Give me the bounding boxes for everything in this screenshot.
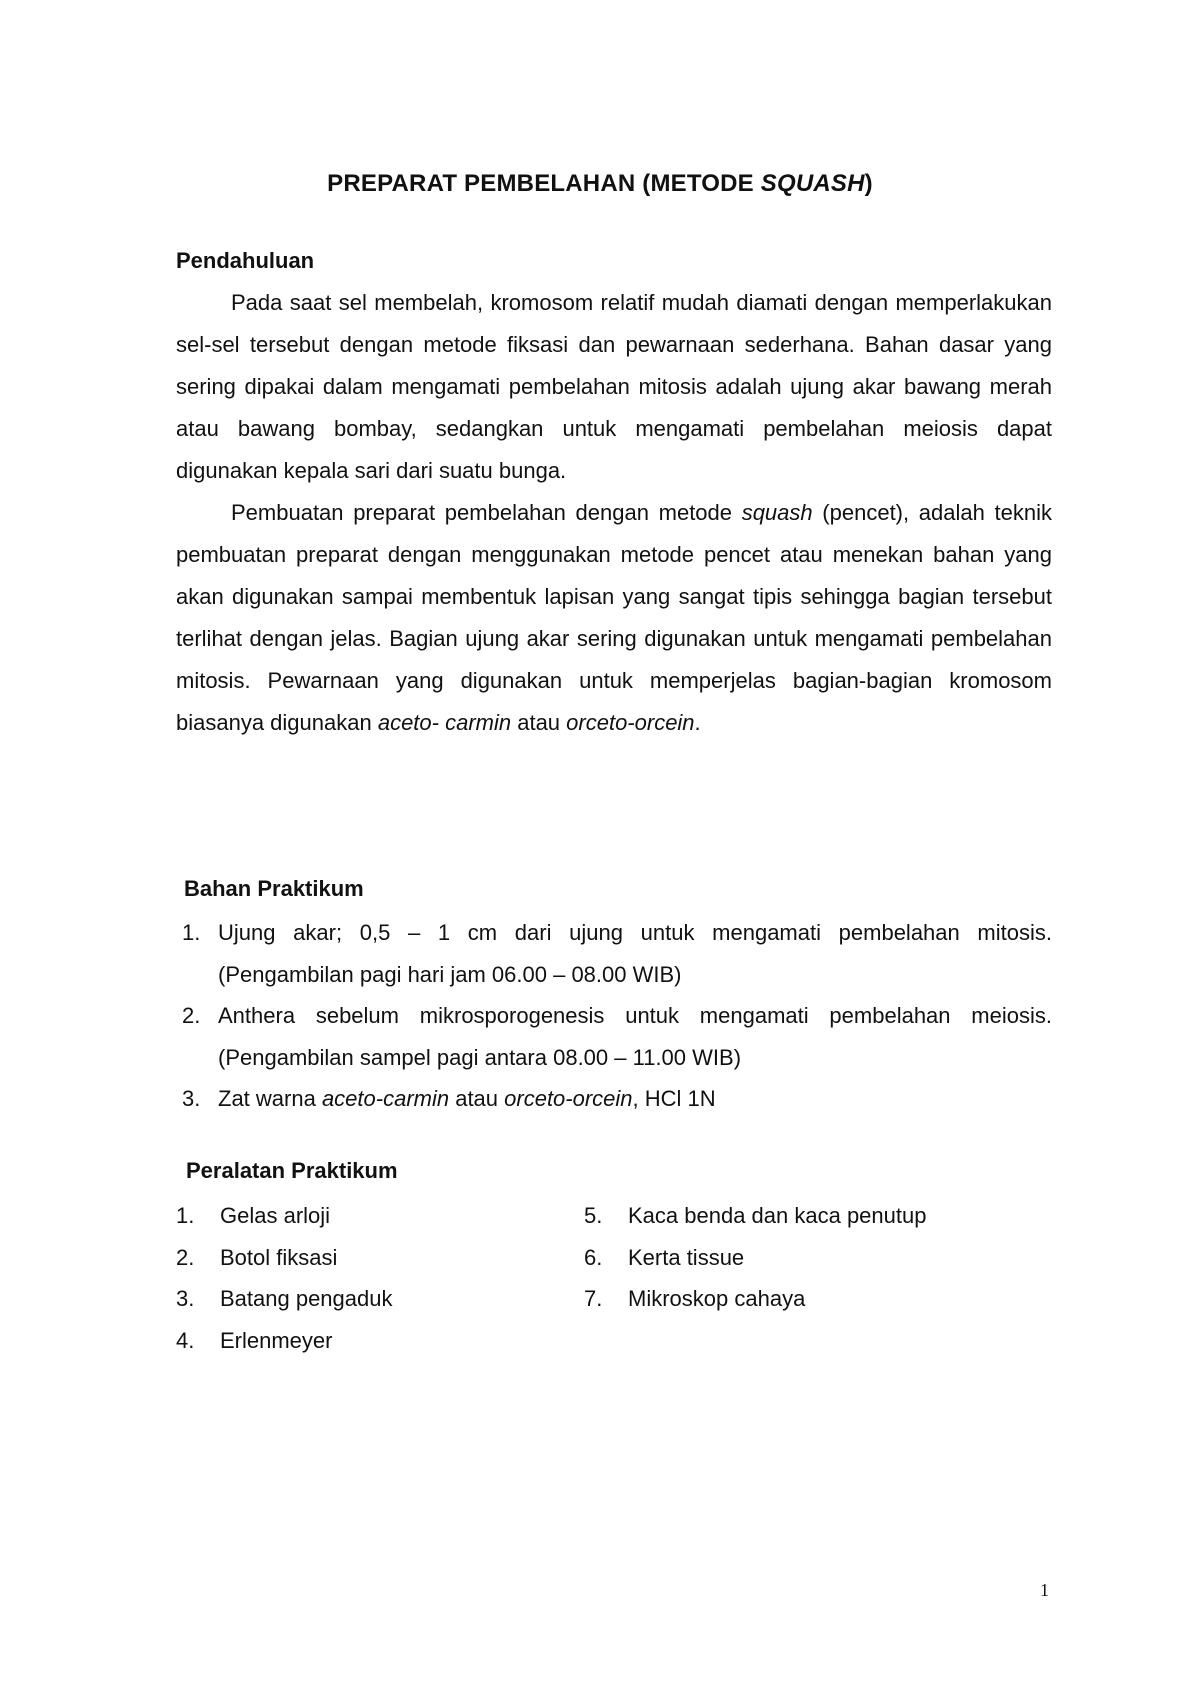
page-number: 1 [1040, 1580, 1049, 1600]
list-item: 2. Anthera sebelum mikrosporogenesis untuk mengamati pembelahan meiosis. (Pengambilan sampel pagi antara 08.00 – 11.00 WIB) [182, 1003, 1052, 1070]
intro-section [176, 282, 1052, 744]
bahan-list [176, 912, 1052, 1120]
list-item: 6. Kerta tissue [584, 1244, 745, 1270]
list-item: 3. Batang pengaduk [176, 1286, 393, 1311]
peralatan-list-right [584, 1195, 926, 1320]
peralatan-heading: Peralatan Praktikum [186, 1158, 398, 1183]
peralatan-list-left [176, 1195, 393, 1361]
list-item: 1. Gelas arloji [176, 1203, 331, 1228]
list-item: 5. Kaca benda dan kaca penutup [584, 1203, 927, 1228]
intro-paragraph-2: Pembuatan preparat pembelahan dengan metode squash (pencet), adalah teknik pembuatan preparat dengan menggunakan metode pencet atau menekan bahan yang akan digunakan sampai membentuk lapisan yang sangat tipis sehingga bagian tersebut terlihat dengan jelas. Bagian ujung akar sering digunakan untuk mengamati pembelahan mitosis. Pewarnaan yang digunakan untuk memperjelas bagian-bagian kromosom biasanya digunakan aceto- carmin atau orceto-orcein. [176, 500, 1052, 735]
page-title: PREPARAT PEMBELAHAN (METODE SQUASH) [327, 170, 873, 197]
bahan-heading: Bahan Praktikum [184, 876, 364, 901]
title-italic: SQUASH [760, 170, 865, 197]
list-item: 7. Mikroskop cahaya [584, 1286, 806, 1311]
list-item: 4. Erlenmeyer [176, 1327, 333, 1353]
list-item: 3. Zat warna aceto-carmin atau orceto-orcein, HCl 1N [182, 1086, 716, 1111]
intro-heading: Pendahuluan [176, 248, 315, 273]
list-item: 2. Botol fiksasi [176, 1244, 338, 1270]
list-item: 1. Ujung akar; 0,5 – 1 cm dari ujung untuk mengamati pembelahan mitosis. (Pengambilan pagi hari jam 06.00 – 08.00 WIB) [182, 920, 1052, 987]
intro-paragraph-1: Pada saat sel membelah, kromosom relatif mudah diamati dengan memperlakukan sel-sel tersebut dengan metode fiksasi dan pewarnaan sederhana. Bahan dasar yang sering dipakai dalam mengamati pembelahan mitosis adalah ujung akar bawang merah atau bawang bombay, sedangkan untuk mengamati pembelahan meiosis dapat digunakan kepala sari dari suatu bunga. [176, 290, 1052, 483]
